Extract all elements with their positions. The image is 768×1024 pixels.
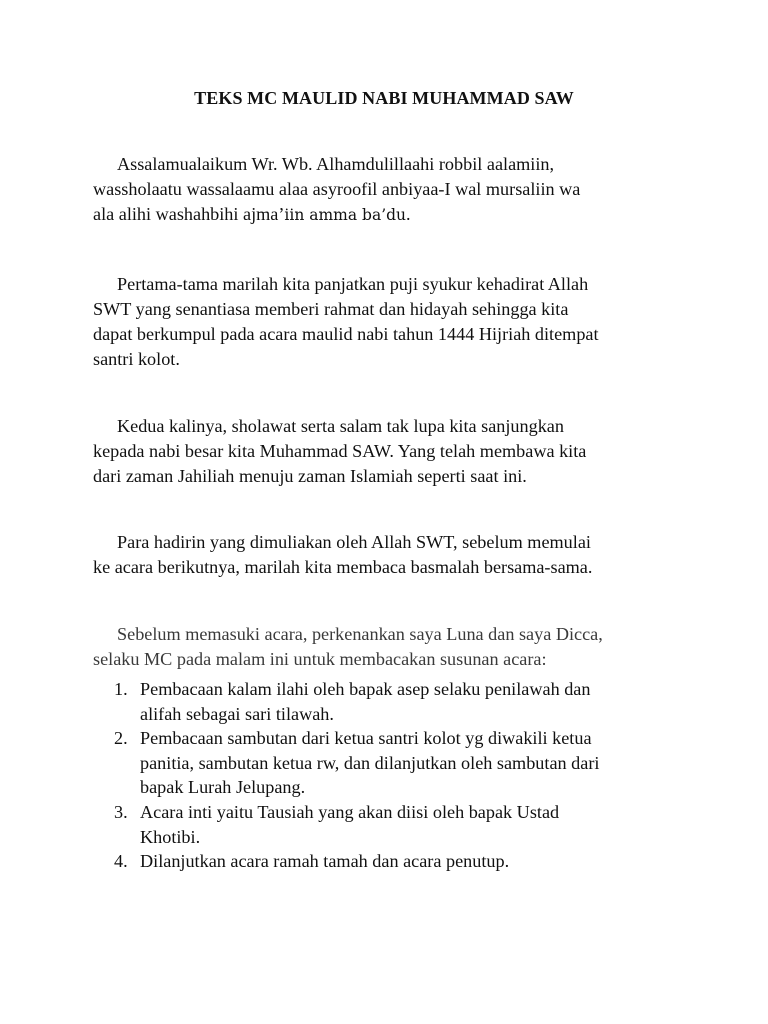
agenda-item-number: 3.	[114, 801, 128, 822]
paragraph-line: dari zaman Jahiliah menuju zaman Islamiah seperti saat ini.	[93, 466, 527, 486]
agenda-item-number: 1.	[114, 679, 128, 699]
agenda-item	[110, 849, 710, 874]
agenda-item-number: 4.	[114, 851, 128, 872]
agenda-item-line: Pembacaan kalam ilahi oleh bapak asep selaku penilawah dan	[140, 679, 591, 699]
agenda-item	[110, 677, 710, 726]
paragraph-line-segment: ala alihi washahbihi ajma’	[93, 204, 285, 224]
paragraph-line	[93, 202, 693, 228]
paragraph-mc-intro	[93, 622, 693, 672]
paragraph-line: dapat berkumpul pada acara maulid nabi tahun 1444 Hijriah ditempat	[93, 324, 599, 344]
paragraph-line: selaku MC pada malam ini untuk membacakan susunan acara:	[93, 649, 547, 669]
agenda-list	[110, 677, 710, 874]
paragraph-line: Pertama-tama marilah kita panjatkan puji syukur kehadirat Allah	[117, 274, 589, 294]
paragraph-gratitude	[93, 272, 693, 372]
agenda-item-line: bapak Lurah Jelupang.	[140, 777, 306, 798]
paragraph-line: kepada nabi besar kita Muhammad SAW. Yang telah membawa kita	[93, 441, 587, 461]
paragraph-line: santri kolot.	[93, 349, 180, 369]
agenda-item-line: Dilanjutkan acara ramah tamah dan acara penutup.	[140, 851, 510, 872]
paragraph-greeting	[93, 152, 693, 228]
document-title: TEKS MC MAULID NABI MUHAMMAD SAW	[194, 88, 574, 108]
paragraph-line: Kedua kalinya, sholawat serta salam tak lupa kita sanjungkan	[117, 416, 564, 436]
paragraph-line: Para hadirin yang dimuliakan oleh Allah SWT, sebelum memulai	[117, 532, 591, 552]
agenda-item-line: panitia, sambutan ketua rw, dan dilanjutkan oleh sambutan dari	[140, 752, 600, 773]
arabic-transliteration-segment: iin amma ba’du	[284, 206, 407, 224]
paragraph-line: wassholaatu wassalaamu alaa asyroofil anbiyaa-I wal mursaliin wa	[93, 179, 581, 199]
agenda-item-line: Pembacaan sambutan dari ketua santri kolot yg diwakili ketua	[140, 728, 592, 749]
agenda-item-line: Acara inti yaitu Tausiah yang akan diisi oleh bapak Ustad	[140, 801, 560, 822]
paragraph-line: ke acara berikutnya, marilah kita membaca basmalah bersama-sama.	[93, 557, 593, 577]
agenda-item	[110, 726, 710, 800]
paragraph-line: Sebelum memasuki acara, perkenankan saya Luna dan saya Dicca,	[117, 624, 603, 644]
paragraph-line: Assalamualaikum Wr. Wb. Alhamdulillaahi robbil aalamiin,	[117, 154, 555, 174]
agenda-item-line: alifah sebagai sari tilawah.	[140, 703, 334, 724]
agenda-item-number: 2.	[114, 728, 128, 749]
paragraph-line: SWT yang senantiasa memberi rahmat dan hidayah sehingga kita	[93, 299, 569, 319]
paragraph-basmalah	[93, 530, 693, 580]
agenda-item-line: Khotibi.	[140, 826, 201, 847]
paragraph-sholawat	[93, 414, 693, 489]
agenda-item	[110, 800, 710, 849]
paragraph-line-tail: .	[406, 204, 411, 224]
